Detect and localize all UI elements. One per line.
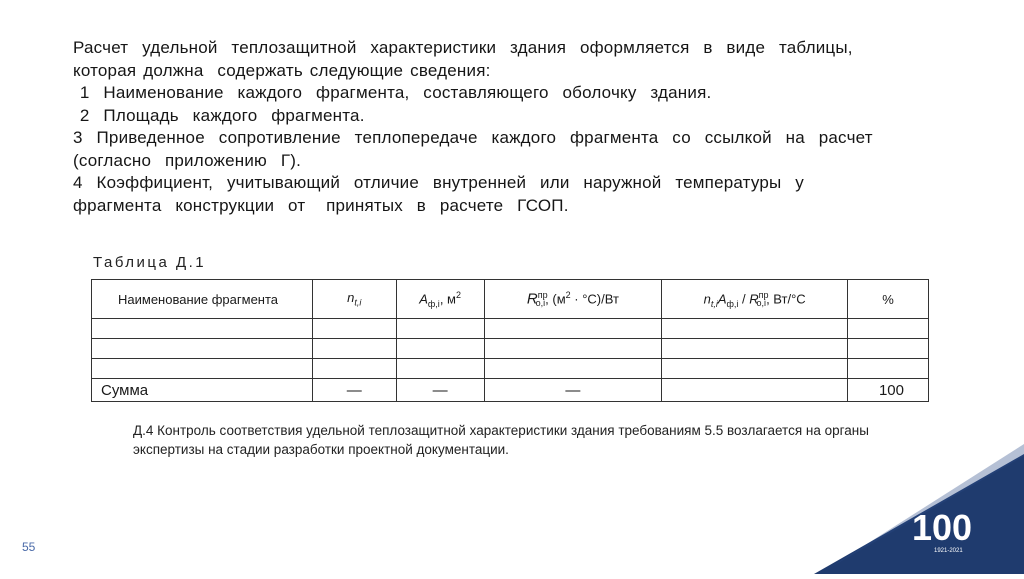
table-row — [92, 339, 929, 359]
logo-years: 1921-2021 — [934, 548, 963, 554]
note-paragraph: Д.4 Контроль соответствия удельной теплозащитной характеристики здания требованиям 5.5 возлагается на органы экспертизы на стадии разработки проектной документации. — [133, 423, 869, 457]
anniversary-logo — [912, 507, 972, 554]
intro-line: которая должна содержать следующие сведения: — [73, 60, 491, 80]
header-area: $A_{ф,i}$, $м^2$ — [396, 280, 484, 319]
table-header-row — [92, 280, 929, 319]
intro-text — [73, 37, 933, 217]
logo-number: 100 — [912, 507, 973, 548]
sum-dash: — — [312, 379, 396, 402]
table-row — [92, 319, 929, 339]
corner-logo-decoration — [774, 444, 1024, 574]
intro-line: 3 Приведенное сопротивление теплопередаче каждого фрагмента со ссылкой на расчет — [73, 128, 873, 147]
intro-line: 1 Наименование каждого фрагмента, составляющего оболочку здания. — [73, 83, 712, 102]
sum-dash: — — [484, 379, 662, 402]
table-row — [92, 359, 929, 379]
table-caption: Таблица Д.1 — [93, 254, 207, 271]
intro-line: фрагмента конструкции от принятых в расчете ГСОП. — [73, 195, 569, 215]
sum-dash: — — [396, 379, 484, 402]
intro-line: Расчет удельной теплозащитной характеристики здания оформляется в виде таблицы, — [73, 38, 853, 57]
intro-line: (согласно приложению Г). — [73, 150, 302, 170]
sum-total: 100 — [848, 379, 929, 402]
table-sum-row — [92, 379, 929, 402]
header-fragment-name: Наименование фрагмента — [92, 280, 313, 319]
intro-line: 4 Коэффициент, учитывающий отличие внутренней или наружной температуры у — [73, 173, 804, 192]
header-coefficient: $n_{t,i}A_{ф,i} / R^{пр}_{о,i}$, Вт/°С — [662, 280, 848, 319]
intro-line: 2 Площадь каждого фрагмента. — [73, 105, 365, 125]
header-n-ti: $n_{t,i}$ — [312, 280, 396, 319]
sum-label: Сумма — [92, 379, 313, 402]
fragments-table — [91, 279, 929, 402]
page-number: 55 — [22, 540, 36, 554]
header-resistance: $R^{пр}_{о,i}$, $(м^2 \cdot ^\circ С)/Вт$ — [484, 280, 662, 319]
header-percent: % — [848, 280, 929, 319]
corner-shape — [774, 444, 1024, 574]
